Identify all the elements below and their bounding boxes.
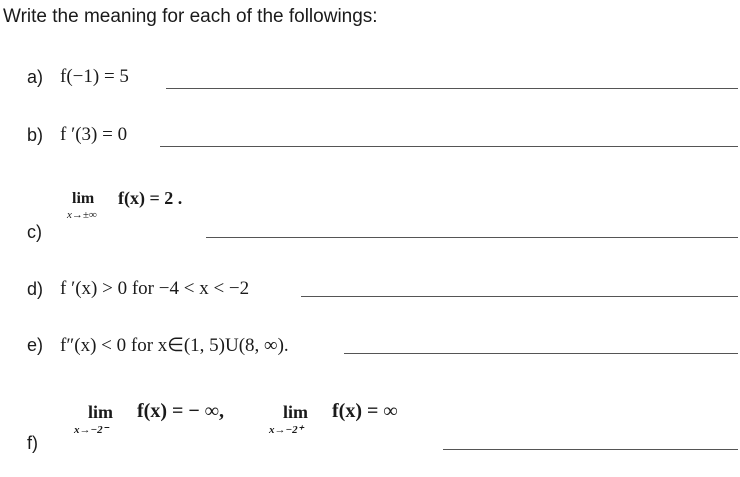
item-e-expression: f″(x) < 0 for x∈(1, 5)U(8, ∞). [60,335,289,356]
item-a-label: a) [27,67,44,87]
item-f-lim-2-subscript: x→−2⁺ [269,424,304,436]
item-c-expression: f(x) = 2 . [118,188,183,208]
item-d-answer-line[interactable] [301,296,738,297]
item-c-label: c) [27,222,42,242]
item-e-label: e) [27,335,44,355]
item-f-expression-1: f(x) = − ∞, [137,400,225,422]
item-b-answer-line[interactable] [160,146,738,147]
item-a-answer-line[interactable] [166,88,738,89]
item-c-answer-line[interactable] [206,237,738,238]
item-f-answer-line[interactable] [443,449,738,450]
instruction-text: Write the meaning for each of the followings: [3,6,378,27]
item-c-lim-subscript: x→±∞ [67,209,97,221]
item-b-expression: f ′(3) = 0 [60,124,128,145]
item-a-expression: f(−1) = 5 [60,66,129,87]
item-d-expression: f ′(x) > 0 for −4 < x < −2 [60,278,250,299]
item-f-lim-1: lim [88,402,113,422]
item-f-lim-1-subscript: x→−2⁻ [74,424,109,436]
item-d-label: d) [27,279,44,299]
item-f-label: f) [27,433,38,453]
item-c-lim: lim [72,190,95,207]
item-e-answer-line[interactable] [344,353,738,354]
item-f-expression-2: f(x) = ∞ [332,400,398,422]
item-f-lim-2: lim [283,402,308,422]
item-b-label: b) [27,125,44,145]
